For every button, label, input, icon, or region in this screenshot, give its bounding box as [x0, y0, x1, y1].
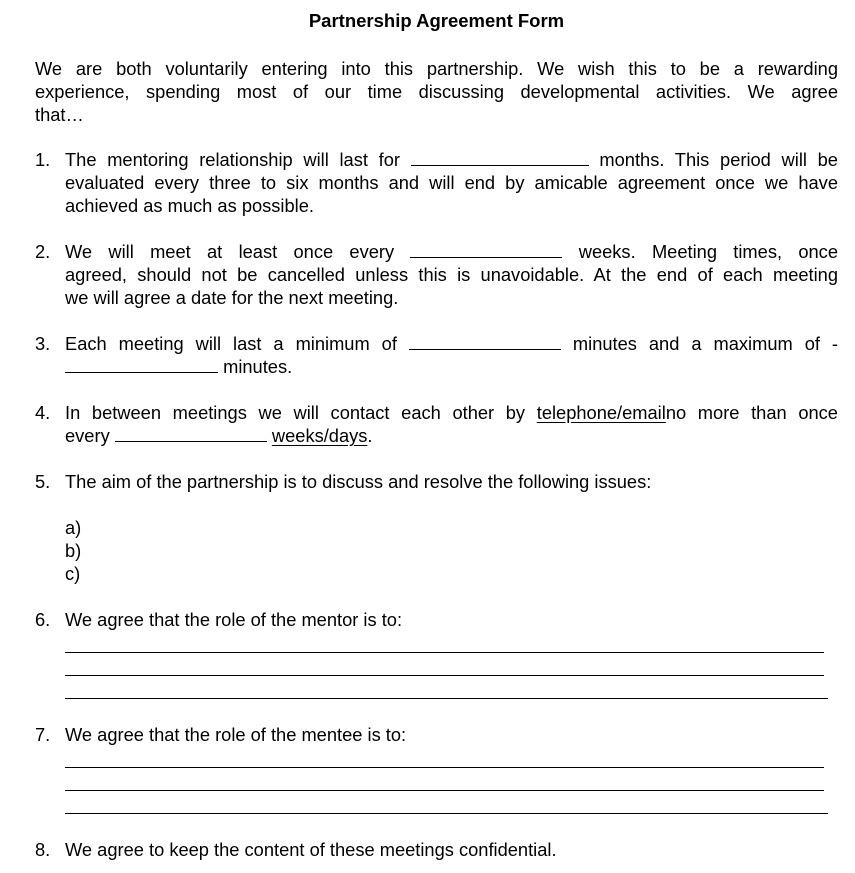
clause-number: 7.	[35, 724, 51, 745]
clause-line	[65, 332, 838, 355]
clause-5	[35, 470, 838, 493]
clause-number: 6.	[35, 609, 51, 630]
clause-3	[35, 332, 838, 378]
clause-text: Each meeting will last a minimum of	[65, 333, 397, 354]
clause-text: no more than once	[665, 402, 838, 423]
clause-text: We agree that the role of the mentor is to:	[65, 609, 403, 630]
mentee-role-line-3[interactable]	[65, 813, 828, 814]
clause-text: We agree that the role of the mentee is to:	[65, 724, 407, 745]
mentor-role-line-3[interactable]	[65, 698, 828, 699]
clause-number: 3.	[35, 333, 51, 354]
clause-number: 1.	[35, 149, 51, 170]
contact-frequency-blank[interactable]	[115, 424, 267, 442]
issue-list	[65, 516, 81, 585]
issue-item-b: b)	[65, 540, 82, 561]
clause-line	[65, 148, 838, 171]
intro-line: experience, spending most of our time discussing developmental activities. We agree	[35, 81, 838, 102]
clause-line	[65, 240, 838, 263]
clause-text: In between meetings we will contact each other by	[65, 402, 526, 423]
meeting-frequency-blank[interactable]	[410, 240, 562, 258]
contact-unit-options[interactable]: weeks/days	[271, 425, 368, 446]
page-title: Partnership Agreement Form	[308, 10, 565, 31]
clause-line: agreed, should not be cancelled unless this is unavoidable. At the end of each meeting	[65, 264, 838, 285]
clause-text: .	[367, 425, 373, 446]
issue-item-a: a)	[65, 517, 82, 538]
mentor-role-line-1[interactable]	[65, 652, 824, 653]
clause-line: evaluated every three to six months and will end by amicable agreement once we have	[65, 172, 838, 193]
clause-text: We agree to keep the content of these meetings confidential.	[65, 839, 557, 860]
clause-text: weeks. Meeting times, once	[578, 241, 838, 262]
clause-text: The aim of the partnership is to discuss and resolve the following issues:	[65, 471, 652, 492]
clause-number: 8.	[35, 839, 51, 860]
clause-line	[65, 355, 838, 378]
clause-line	[65, 401, 838, 424]
clause-8	[35, 838, 838, 861]
clause-text: minutes and a maximum of -	[572, 333, 838, 354]
clause-text: months. This period will be	[599, 149, 838, 170]
issue-item-c: c)	[65, 563, 81, 584]
clause-7	[35, 723, 838, 746]
intro-paragraph	[35, 57, 838, 126]
clause-number: 5.	[35, 471, 51, 492]
mentee-role-line-1[interactable]	[65, 767, 824, 768]
clause-text: We will meet at least once every	[65, 241, 395, 262]
clause-2	[35, 240, 838, 309]
contact-method-options[interactable]: telephone/email	[536, 402, 666, 423]
maximum-minutes-blank[interactable]	[65, 355, 218, 373]
clause-6	[35, 608, 838, 631]
clause-text: The mentoring relationship will last for	[65, 149, 400, 170]
intro-line: that…	[35, 104, 84, 125]
duration-months-blank[interactable]	[411, 148, 589, 166]
mentor-role-line-2[interactable]	[65, 675, 824, 676]
clause-4	[35, 401, 838, 447]
clause-text: every	[65, 425, 110, 446]
clause-1	[35, 148, 838, 217]
clause-number: 2.	[35, 241, 51, 262]
minimum-minutes-blank[interactable]	[409, 332, 561, 350]
clause-line: we will agree a date for the next meeting.	[65, 287, 399, 308]
mentee-role-line-2[interactable]	[65, 790, 824, 791]
clause-text: minutes.	[223, 356, 293, 377]
clause-line	[65, 424, 838, 447]
clause-line: achieved as much as possible.	[65, 195, 314, 216]
intro-line: We are both voluntarily entering into this partnership. We wish this to be a rewarding	[35, 58, 838, 79]
clause-number: 4.	[35, 402, 51, 423]
